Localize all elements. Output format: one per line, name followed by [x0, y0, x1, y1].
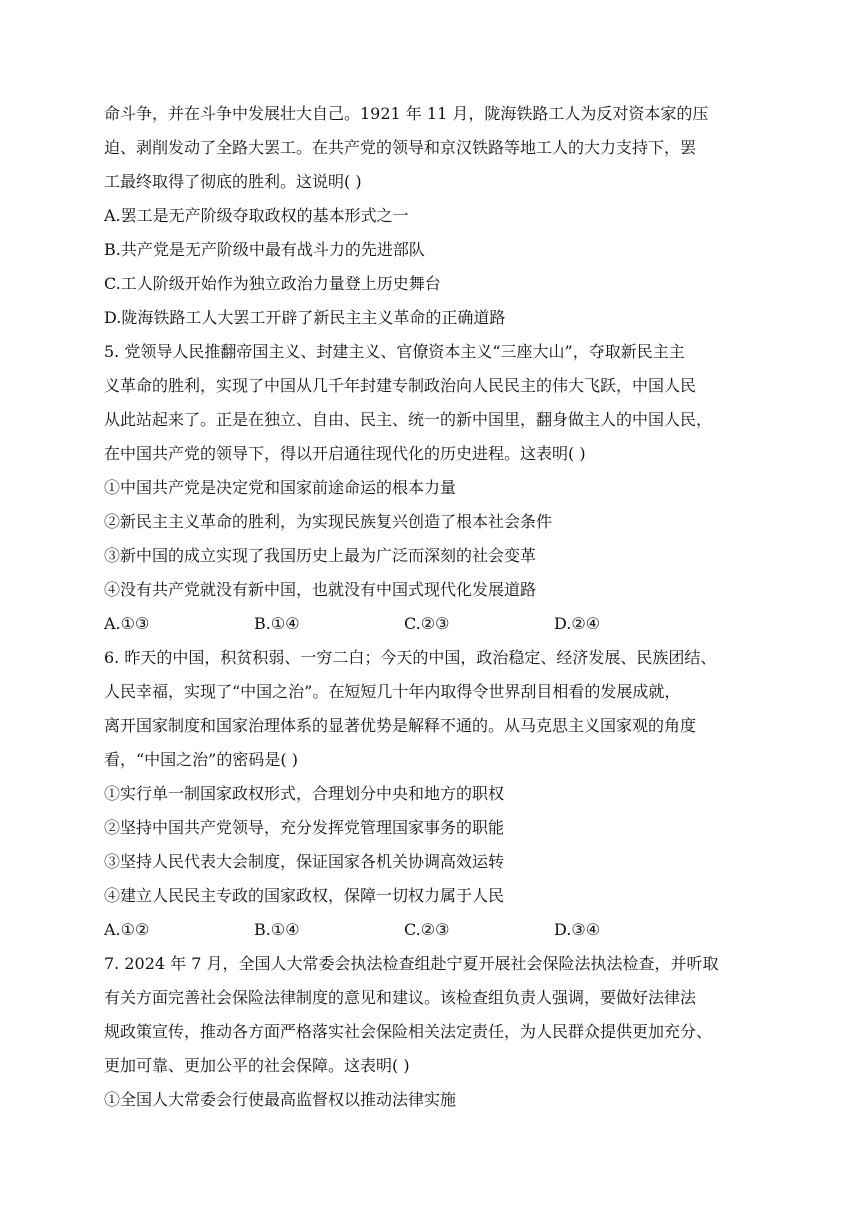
q5-stem-line: 从此站起来了。正是在独立、自由、民主、统一的新中国里，翻身做主人的中国人民，	[104, 410, 713, 429]
q5-statement-1: ①中国共产党是决定党和国家前途命运的根本力量	[104, 478, 457, 497]
q6-choice-b: B.①④	[254, 920, 300, 939]
q7-stem-line: 规政策宣传，推动各方面严格落实社会保险相关法定责任，为人民群众提供更加充分、	[104, 1022, 713, 1041]
q5-choice-c: C.②③	[404, 614, 450, 633]
q6-statement-1: ①实行单一制国家政权形式，合理划分中央和地方的职权	[104, 784, 505, 803]
q5-statement-4: ④没有共产党就没有新中国，也就没有中国式现代化发展道路	[104, 580, 537, 599]
q7-statement-1: ①全国人大常委会行使最高监督权以推动法律实施	[104, 1090, 457, 1109]
q5-statement-2: ②新民主主义革命的胜利，为实现民族复兴创造了根本社会条件	[104, 512, 553, 531]
q4-option-c: C.工人阶级开始作为独立政治力量登上历史舞台	[104, 274, 441, 293]
q6-statement-4: ④建立人民民主专政的国家政权，保障一切权力属于人民	[104, 886, 505, 905]
q6-statement-2: ②坚持中国共产党领导，充分发挥党管理国家事务的职能	[104, 818, 505, 837]
q5-choice-a: A.①③	[104, 614, 150, 633]
q4-stem-line: 迫、剥削发动了全路大罢工。在共产党的领导和京汉铁路等地工人的大力支持下，罢	[104, 138, 697, 157]
q7-stem-line: 有关方面完善社会保险法律制度的意见和建议。该检查组负责人强调，要做好法律法	[104, 988, 697, 1007]
q5-stem-line: 义革命的胜利，实现了中国从几千年封建专制政治向人民民主的伟大飞跃，中国人民	[104, 376, 697, 395]
q6-stem-line: 离开国家制度和国家治理体系的显著优势是解释不通的。从马克思主义国家观的角度	[104, 716, 697, 735]
q6-choice-d: D.③④	[554, 920, 601, 939]
q6-stem-line: 看，“中国之治”的密码是( )	[104, 750, 298, 769]
q4-option-a: A.罢工是无产阶级夺取政权的基本形式之一	[104, 206, 409, 225]
q5-stem-line: 在中国共产党的领导下，得以开启通往现代化的历史进程。这表明( )	[104, 444, 586, 463]
q5-stem-line: 5. 党领导人民推翻帝国主义、封建主义、官僚资本主义“三座大山”，夺取新民主主	[104, 342, 685, 361]
q5-choice-d: D.②④	[554, 614, 601, 633]
q4-option-d: D.陇海铁路工人大罢工开辟了新民主主义革命的正确道路	[104, 308, 506, 327]
q7-stem-line: 更加可靠、更加公平的社会保障。这表明( )	[104, 1056, 410, 1075]
q5-choice-b: B.①④	[254, 614, 300, 633]
q6-statement-3: ③坚持人民代表大会制度，保证国家各机关协调高效运转	[104, 852, 505, 871]
q6-stem-line: 人民幸福，实现了“中国之治”。在短短几十年内取得令世界刮目相看的发展成就，	[104, 682, 681, 701]
q7-stem-line: 7. 2024 年 7 月，全国人大常委会执法检查组赴宁夏开展社会保险法执法检查，并听取	[104, 954, 719, 973]
q6-stem-line: 6. 昨天的中国，积贫积弱、一穷二白；今天的中国，政治稳定、经济发展、民族团结、	[104, 648, 717, 667]
q6-choice-a: A.①②	[104, 920, 150, 939]
q4-stem-line: 命斗争，并在斗争中发展壮大自己。1921 年 11 月，陇海铁路工人为反对资本家的压	[104, 104, 709, 123]
q5-statement-3: ③新中国的成立实现了我国历史上最为广泛而深刻的社会变革	[104, 546, 537, 565]
q6-choice-c: C.②③	[404, 920, 450, 939]
q4-option-b: B.共产党是无产阶级中最有战斗力的先进部队	[104, 240, 425, 259]
q4-stem-line: 工最终取得了彻底的胜利。这说明( )	[104, 172, 362, 191]
